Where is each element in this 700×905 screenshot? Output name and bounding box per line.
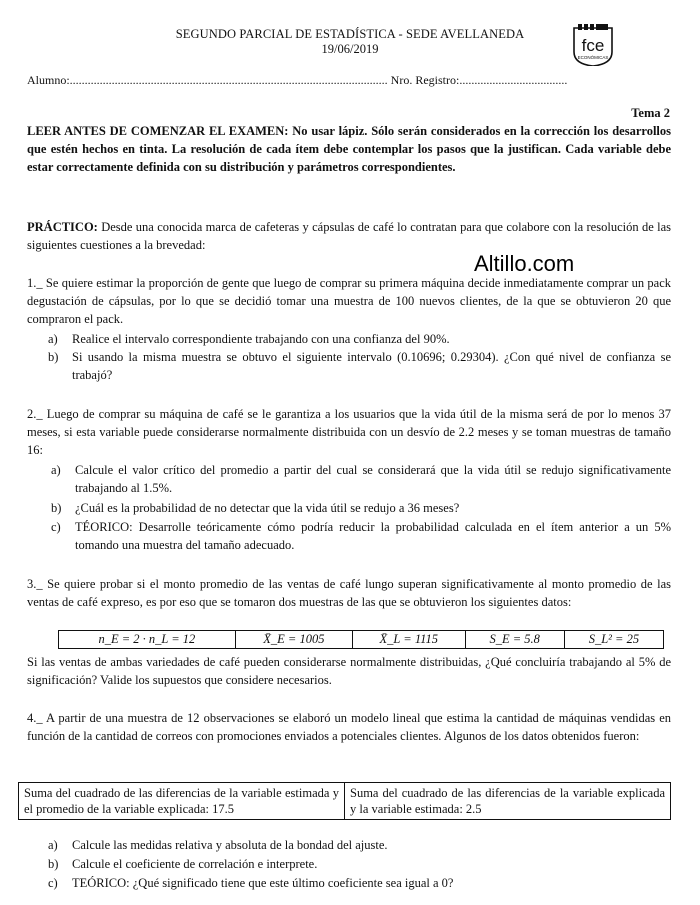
practico-text: Desde una conocida marca de cafeteras y cápsulas de café lo contratan para que colabore con la resolución de las siguientes cuestiones a la brevedad: [27, 220, 671, 252]
question-3-followup: Si las ventas de ambas variedades de café pueden considerarse normalmente distribuidas, ¿Qué concluiría trabajando al 5% de significación? Valide los supuestos que considere necesarios. [27, 655, 671, 687]
question-2a [51, 461, 671, 497]
item-label: c) [51, 520, 61, 534]
table-cell: Suma del cuadrado de las diferencias de la variable explicada y la variable estimada: 2.5 [345, 783, 671, 820]
table-cell: S_L² = 25 [564, 631, 663, 649]
exam-title: SEGUNDO PARCIAL DE ESTADÍSTICA - SEDE AVELLANEDA [175, 27, 525, 41]
instructions-lead: LEER ANTES DE COMENZAR EL EXAMEN: [27, 124, 289, 138]
item-label: b) [51, 501, 62, 515]
item-label: b) [48, 857, 59, 871]
practico-intro [27, 218, 671, 254]
question-3: 3._ Se quiere probar si el monto promedio de las ventas de café lungo superan significativamente al monto promedio de las ventas de café expreso, es por eso que se tomaron dos muestras de las que se obtuvieron los siguientes datos: [27, 577, 671, 609]
question-4b-text: Calcule el coeficiente de correlación e interprete. [72, 857, 318, 871]
student-field[interactable]: .......................................................................................................... [69, 73, 388, 87]
instructions [27, 122, 671, 176]
table-cell: S_E = 5.8 [465, 631, 564, 649]
watermark: Altillo.com [474, 251, 575, 276]
item-label: c) [48, 876, 58, 890]
question-1a-text: Realice el intervalo correspondiente trabajando con una confianza del 90%. [72, 332, 450, 346]
registro-label: Nro. Registro: [390, 73, 460, 87]
question-4a-text: Calcule las medidas relativa y absoluta de la bondad del ajuste. [72, 838, 388, 852]
tema-label: Tema 2 [631, 106, 670, 120]
table-row [19, 783, 671, 820]
table-cell: n_E = 2 · n_L = 12 [59, 631, 236, 649]
question-4c [48, 874, 671, 892]
practico-lead: PRÁCTICO: [27, 220, 98, 234]
table-cell: Suma del cuadrado de las diferencias de la variable estimada y el promedio de la variable explicada: 17.5 [19, 783, 345, 820]
question-4: 4._ A partir de una muestra de 12 observaciones se elaboró un modelo lineal que estima la cantidad de máquinas vendidas en función de la cantidad de correos con promociones enviados a potenciales clientes. Algunos de los datos obtenidos fueron: [27, 711, 671, 743]
question-1b-text: Si usando la misma muestra se obtuvo el siguiente intervalo (0.10696; 0.29304). ¿Con qué nivel de confianza se trabajó? [72, 350, 671, 382]
question-2b [51, 499, 671, 517]
item-label: a) [51, 463, 61, 477]
fce-logo [572, 22, 614, 66]
question-4b [48, 855, 671, 873]
question-4c-text: TEÓRICO: ¿Qué significado tiene que este último coeficiente sea igual a 0? [72, 876, 454, 890]
question-1: 1._ Se quiere estimar la proporción de gente que luego de comprar su primera máquina decide inmediatamente comprar un pack degustación de cápsulas, por lo que se decidió tomar una muestra de 100 nuevos clientes, de la que se obtuvieron 20 que compraron el pack. [27, 276, 671, 326]
question-1b [48, 348, 671, 384]
logo-text: fce [581, 36, 605, 55]
question-2a-text: Calcule el valor crítico del promedio a partir del cual se considerará que la vida útil se redujo significativamente trabajando al 1.5%. [75, 463, 671, 495]
item-label: b) [48, 350, 59, 364]
table-cell: X̄_L = 1115 [352, 631, 465, 649]
question-4a [48, 836, 671, 854]
student-row [27, 73, 567, 88]
question-2b-text: ¿Cuál es la probabilidad de no detectar que la vida útil se redujo a 36 meses? [75, 501, 460, 515]
registro-field[interactable]: .................................... [459, 73, 568, 87]
question-2c [51, 518, 671, 554]
q4-data-table [18, 782, 671, 820]
logo-subtext: ECONÓMICAS [577, 55, 609, 60]
question-1a [48, 330, 671, 348]
table-cell: X̄_E = 1005 [235, 631, 352, 649]
item-label: a) [48, 332, 58, 346]
item-label: a) [48, 838, 58, 852]
question-2c-text: TÉORICO: Desarrolle teóricamente cómo podría reducir la probabilidad calculada en el ítem anterior a un 5% tomando una muestra del tamaño adecuado. [75, 520, 671, 552]
exam-date: 19/06/2019 [321, 42, 379, 56]
question-2: 2._ Luego de comprar su máquina de café se le garantiza a los usuarios que la vida útil de la misma será de por lo menos 37 meses, si esta variable puede considerarse normalmente distribuida con un desvío de 2.2 meses y se toman muestras de tamaño 16: [27, 407, 671, 457]
instructions-text: No usar lápiz. Sólo serán considerados en la corrección los desarrollos que estén hechos en tinta. La resolución de cada ítem debe contemplar los pasos que la justifican. Cada variable debe estar correctamente definida con su distribución y parámetros correspondientes. [27, 124, 672, 174]
student-label: Alumno: [27, 73, 70, 87]
table-row [59, 631, 664, 649]
q3-data-table [58, 630, 664, 649]
